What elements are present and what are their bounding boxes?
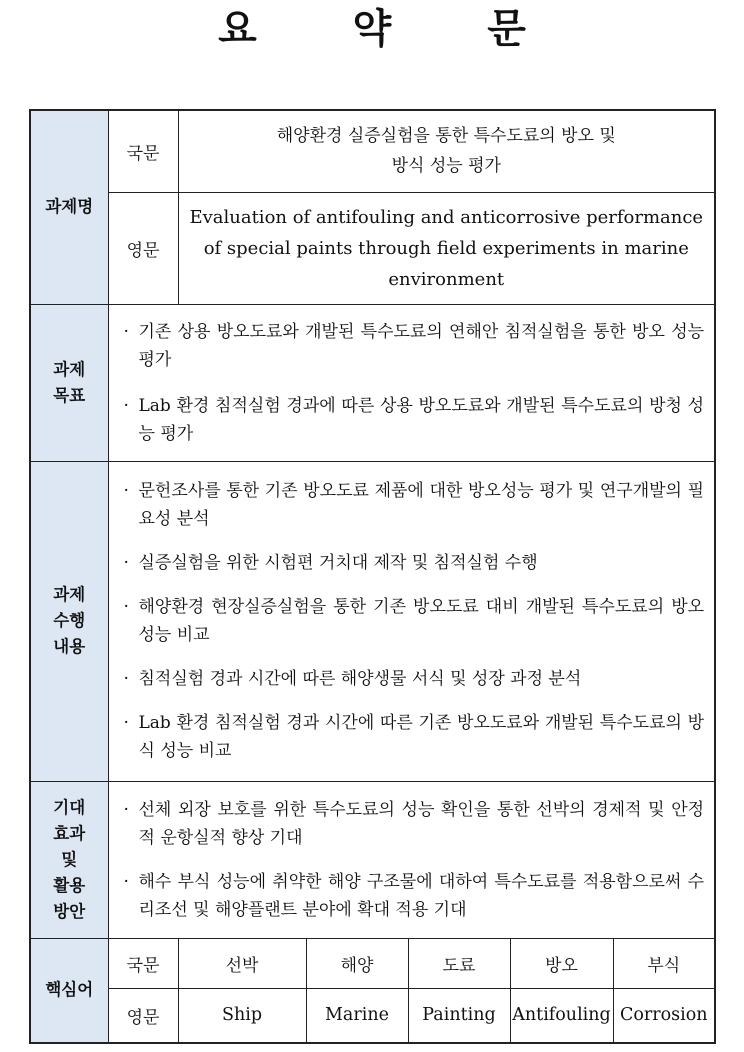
keyword-english: Ship xyxy=(178,988,306,1043)
keyword-korean: 부식 xyxy=(613,938,715,988)
list-item: · 해수 부식 성능에 취약한 해양 구조물에 대하여 특수도료를 적용함으로써 수리조선 및 해양플랜트 분야에 확대 적용 기대 xyxy=(123,871,705,920)
list-item: · Lab 환경 침적실험 경과에 따른 상용 방오도료와 개발된 특수도료의 방청 성능 평가 xyxy=(123,395,705,444)
effects-row xyxy=(30,781,715,938)
project-name-english-line: of special paints through field experiments in marine xyxy=(203,237,689,259)
keywords-header: 핵심어 xyxy=(30,938,108,1043)
project-name-korean-cell xyxy=(178,110,715,192)
project-name-korean-label: 국문 xyxy=(108,110,178,192)
keyword-korean: 해양 xyxy=(306,938,408,988)
list-item: · 해양환경 현장실증실험을 통한 기존 방오도료 대비 개발된 특수도료의 방오 성능 비교 xyxy=(123,597,705,645)
keywords-english-row xyxy=(30,988,715,1043)
keyword-korean: 방오 xyxy=(510,938,613,988)
effects-list xyxy=(108,781,715,938)
keyword-english: Corrosion xyxy=(613,988,715,1043)
keywords-korean-row xyxy=(30,938,715,988)
objectives-list xyxy=(108,304,715,461)
keywords-korean-label: 국문 xyxy=(108,938,178,988)
contents-row xyxy=(30,461,715,781)
keyword-english: Antifouling xyxy=(510,988,613,1043)
list-item: · 침적실험 경과 시간에 따른 해양생물 서식 및 성장 과정 분석 xyxy=(123,669,582,689)
keyword-english: Painting xyxy=(408,988,510,1043)
page-title: 요 약 문 xyxy=(218,6,526,52)
keyword-korean: 선박 xyxy=(178,938,306,988)
project-name-english-label: 영문 xyxy=(108,192,178,304)
list-item: · 기존 상용 방오도료와 개발된 특수도료의 연해안 침적실험을 통한 방오 성능 평가 xyxy=(123,321,705,370)
project-name-korean-line: 방식 성능 평가 xyxy=(391,156,501,177)
list-item: · 선체 외장 보호를 위한 특수도료의 성능 확인을 통한 선박의 경제적 및 안정적 운항실적 향상 기대 xyxy=(123,799,705,848)
contents-header: 과제 수행 내용 xyxy=(30,461,108,781)
keyword-english: Marine xyxy=(306,988,408,1043)
summary-table xyxy=(29,109,716,1044)
list-item: · 실증실험을 위한 시험편 거치대 제작 및 침적실험 수행 xyxy=(123,553,538,573)
keyword-korean: 도료 xyxy=(408,938,510,988)
project-name-korean-line: 해양환경 실증실험을 통한 특수도료의 방오 및 xyxy=(276,126,616,147)
objectives-row xyxy=(30,304,715,461)
list-item: · Lab 환경 침적실험 경과 시간에 따른 기존 방오도료와 개발된 특수도료의 방식 성능 비교 xyxy=(123,713,705,761)
list-item: · 문헌조사를 통한 기존 방오도료 제품에 대한 방오성능 평가 및 연구개발의 필요성 분석 xyxy=(123,481,705,529)
keywords-english-label: 영문 xyxy=(108,988,178,1043)
objectives-header: 과제 목표 xyxy=(30,304,108,461)
project-name-english-line: Evaluation of antifouling and anticorrosive performance xyxy=(189,206,704,228)
effects-header: 기대 효과 및 활용 방안 xyxy=(30,781,108,938)
project-name-english-line: environment xyxy=(388,268,505,290)
project-name-header: 과제명 xyxy=(30,110,108,304)
contents-list xyxy=(108,461,715,781)
project-name-english-row xyxy=(30,192,715,304)
project-name-english-cell xyxy=(178,192,715,304)
project-name-korean-row xyxy=(30,110,715,192)
